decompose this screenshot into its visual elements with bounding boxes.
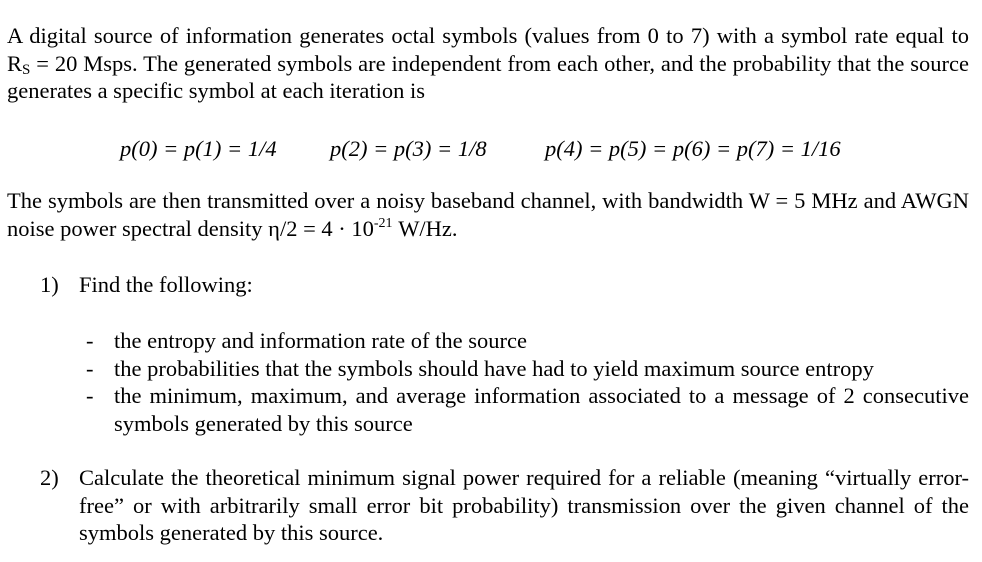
question-1-text: Find the following:: [79, 272, 253, 297]
channel-paragraph: [7, 187, 969, 242]
symbol-rate-subscript: S: [22, 61, 31, 78]
bullet-dash: -: [86, 383, 94, 408]
intro-paragraph: [7, 22, 969, 105]
intro-text-start: A digital source of information generates octal symbols (values from 0 to 7) with a symbol rate equal to R: [7, 23, 969, 76]
bullet-max-entropy-probabilities: the probabilities that the symbols should have had to yield maximum source entropy: [114, 356, 874, 381]
channel-text-start: The symbols are then transmitted over a noisy baseband channel, with bandwidth W = 5 MHz and AWGN noise power spectral density η/2 = 4 · 10: [7, 188, 969, 241]
bullet-dash: -: [86, 328, 94, 353]
question-1-number: 1): [40, 272, 59, 297]
intro-text-end: = 20 Msps. The generated symbols are independent from each other, and the probability that the source generates a specific symbol at each iteration is: [7, 50, 969, 103]
question-2-text: Calculate the theoretical minimum signal power required for a reliable (meaning “virtually error-free” or with arbitrarily small error bit probability) transmission over the given channel of the symbols generated by this source.: [79, 465, 969, 545]
bullet-dash: -: [86, 356, 94, 381]
question-2-number: 2): [40, 465, 59, 490]
probability-formula-3: p(4) = p(5) = p(6) = p(7) = 1/16: [545, 136, 841, 161]
bullet-entropy: the entropy and information rate of the source: [114, 328, 527, 353]
bullet-message-information: the minimum, maximum, and average information associated to a message of 2 consecutive symbols generated by this source: [114, 383, 969, 436]
probability-formula-2: p(2) = p(3) = 1/8: [330, 136, 487, 161]
channel-text-end: W/Hz.: [392, 215, 458, 241]
probability-formula-1: p(0) = p(1) = 1/4: [120, 136, 277, 161]
noise-exponent: -21: [373, 215, 393, 231]
